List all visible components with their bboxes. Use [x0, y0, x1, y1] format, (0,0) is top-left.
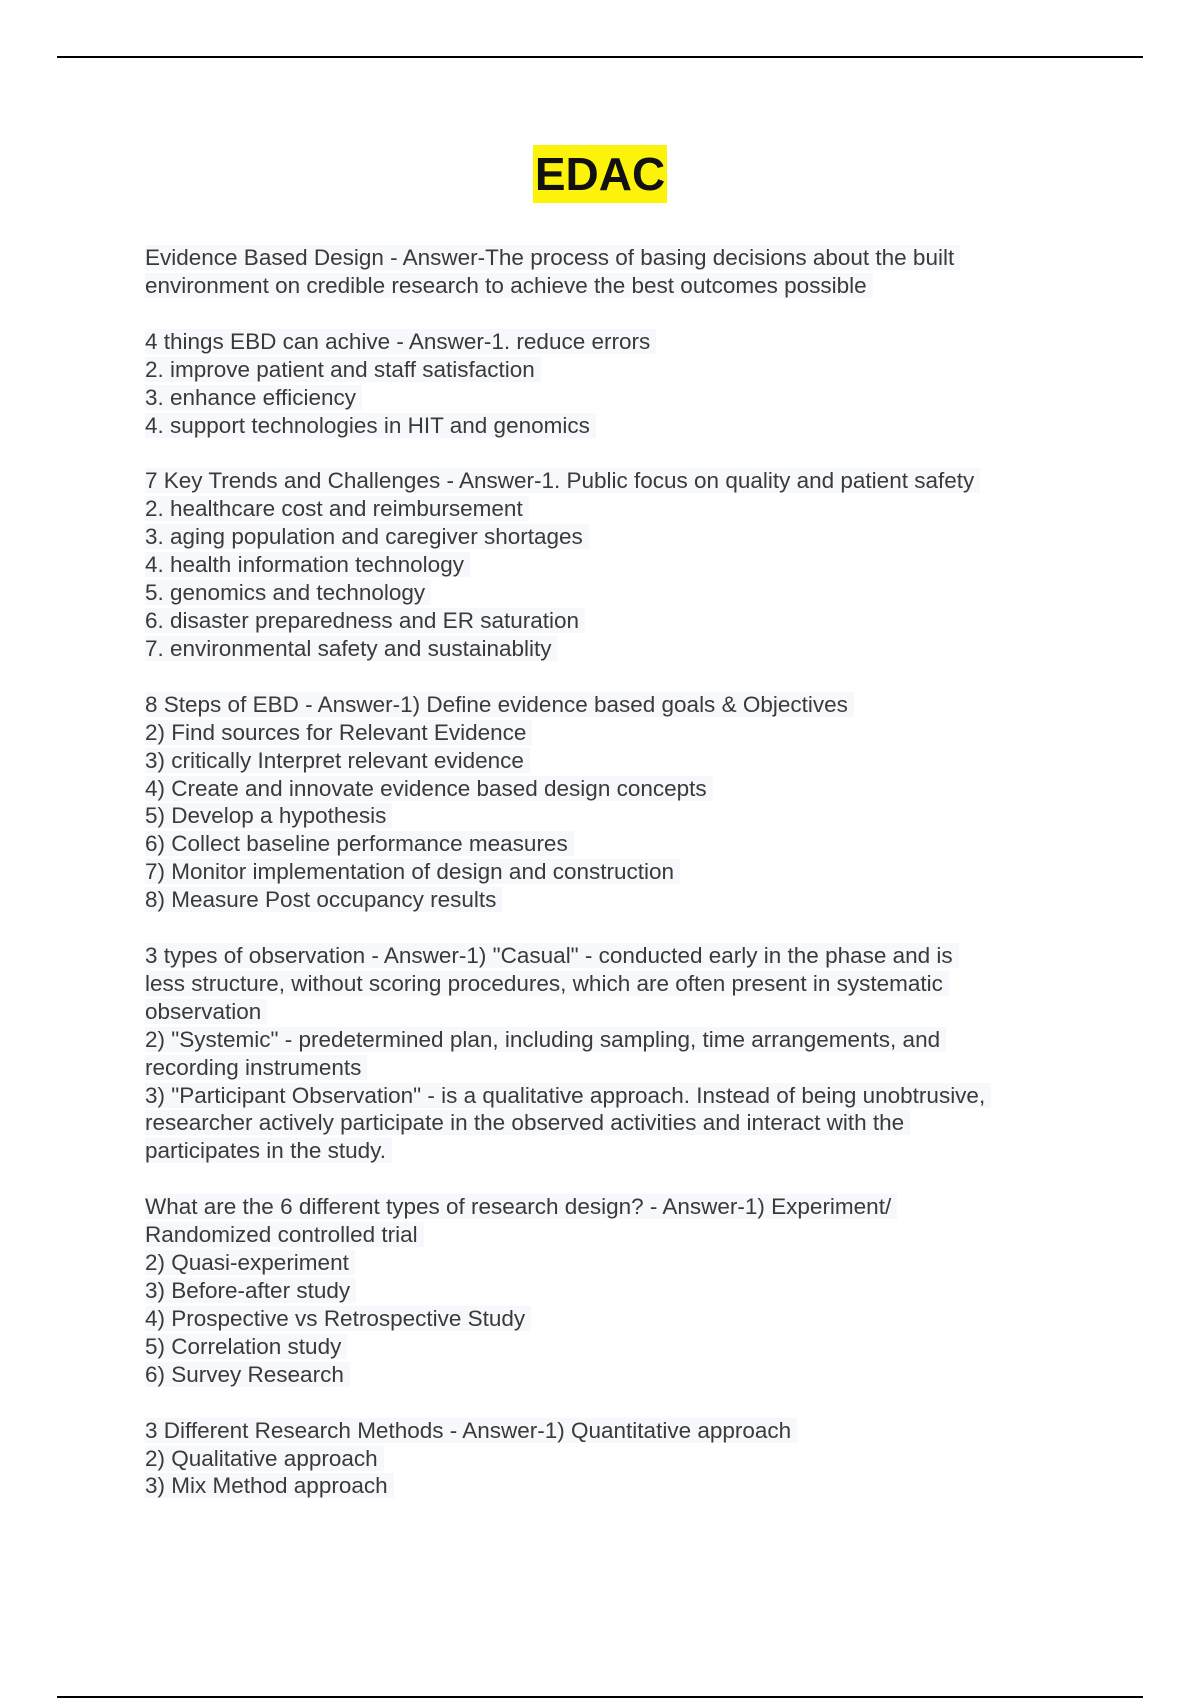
qa-line-text: researcher actively participate in the observed activities and interact with the	[145, 1110, 910, 1135]
qa-line-text: What are the 6 different types of research design? - Answer-1) Experiment/	[145, 1194, 897, 1219]
qa-line	[145, 1417, 1065, 1445]
document-body	[145, 244, 1065, 1528]
qa-entry	[145, 244, 1065, 300]
qa-line	[145, 412, 1065, 440]
qa-line-text: 6. disaster preparedness and ER saturation	[145, 608, 585, 633]
qa-line	[145, 1249, 1065, 1277]
qa-entry	[145, 1417, 1065, 1501]
qa-line	[145, 1109, 1065, 1137]
qa-line-text: participates in the study.	[145, 1138, 392, 1163]
top-rule	[57, 56, 1143, 58]
qa-line-text: recording instruments	[145, 1055, 367, 1080]
qa-line-text: 8 Steps of EBD - Answer-1) Define evidence based goals & Objectives	[145, 692, 854, 717]
qa-line-text: 4) Prospective vs Retrospective Study	[145, 1306, 531, 1331]
qa-line-text: 2) "Systemic" - predetermined plan, including sampling, time arrangements, and	[145, 1027, 946, 1052]
qa-line	[145, 495, 1065, 523]
qa-line	[145, 886, 1065, 914]
qa-line	[145, 1026, 1065, 1054]
qa-line-text: 7) Monitor implementation of design and construction	[145, 859, 680, 884]
qa-line-text: 5) Correlation study	[145, 1334, 347, 1359]
qa-line	[145, 1221, 1065, 1249]
qa-line-text: 3) "Participant Observation" - is a qualitative approach. Instead of being unobtrusive,	[145, 1083, 991, 1108]
qa-line	[145, 523, 1065, 551]
qa-entry	[145, 691, 1065, 914]
qa-line	[145, 579, 1065, 607]
qa-line-text: 2. improve patient and staff satisfaction	[145, 357, 541, 382]
bottom-rule	[57, 1696, 1143, 1698]
qa-line-text: 3) Before-after study	[145, 1278, 356, 1303]
qa-line	[145, 942, 1065, 970]
qa-line-text: less structure, without scoring procedures, which are often present in systematic	[145, 971, 949, 996]
qa-line-text: 4. support technologies in HIT and genomics	[145, 413, 596, 438]
qa-line-text: Randomized controlled trial	[145, 1222, 424, 1247]
qa-line-text: 6) Collect baseline performance measures	[145, 831, 574, 856]
qa-line-text: 3) critically Interpret relevant evidence	[145, 748, 530, 773]
qa-line-text: 5. genomics and technology	[145, 580, 431, 605]
qa-line	[145, 719, 1065, 747]
qa-line	[145, 1472, 1065, 1500]
qa-line-text: 5) Develop a hypothesis	[145, 803, 392, 828]
qa-line	[145, 607, 1065, 635]
qa-line	[145, 970, 1065, 998]
qa-line-text: 8) Measure Post occupancy results	[145, 887, 502, 912]
qa-line-text: 7. environmental safety and sustainablity	[145, 636, 557, 661]
page-title: EDAC	[533, 145, 667, 203]
qa-entry	[145, 1193, 1065, 1388]
qa-line-text: 3. enhance efficiency	[145, 385, 362, 410]
qa-line	[145, 328, 1065, 356]
qa-line	[145, 272, 1065, 300]
qa-line-text: 3) Mix Method approach	[145, 1473, 394, 1498]
qa-line	[145, 1305, 1065, 1333]
qa-line-text: 2) Quasi-experiment	[145, 1250, 355, 1275]
qa-line-text: Evidence Based Design - Answer-The process of basing decisions about the built	[145, 245, 960, 270]
qa-line-text: 6) Survey Research	[145, 1362, 350, 1387]
qa-line	[145, 1193, 1065, 1221]
qa-line	[145, 551, 1065, 579]
qa-line-text: 3 Different Research Methods - Answer-1) Quantitative approach	[145, 1418, 797, 1443]
qa-line-text: 2) Qualitative approach	[145, 1446, 384, 1471]
qa-line	[145, 998, 1065, 1026]
qa-entry	[145, 467, 1065, 662]
qa-line	[145, 1277, 1065, 1305]
qa-line	[145, 830, 1065, 858]
qa-entry	[145, 328, 1065, 440]
qa-line-text: 4) Create and innovate evidence based design concepts	[145, 776, 713, 801]
qa-line	[145, 858, 1065, 886]
qa-line-text: 7 Key Trends and Challenges - Answer-1. Public focus on quality and patient safety	[145, 468, 980, 493]
qa-line-text: observation	[145, 999, 267, 1024]
qa-line	[145, 1445, 1065, 1473]
qa-line	[145, 802, 1065, 830]
qa-line	[145, 1082, 1065, 1110]
qa-line-text: environment on credible research to achieve the best outcomes possible	[145, 273, 873, 298]
qa-line	[145, 1054, 1065, 1082]
qa-line-text: 3 types of observation - Answer-1) "Casual" - conducted early in the phase and is	[145, 943, 959, 968]
qa-line	[145, 635, 1065, 663]
qa-line	[145, 356, 1065, 384]
qa-line-text: 2. healthcare cost and reimbursement	[145, 496, 529, 521]
qa-line	[145, 467, 1065, 495]
title-block	[0, 145, 1200, 203]
qa-line-text: 4 things EBD can achive - Answer-1. reduce errors	[145, 329, 656, 354]
qa-line	[145, 691, 1065, 719]
qa-line	[145, 244, 1065, 272]
qa-line	[145, 747, 1065, 775]
qa-line-text: 4. health information technology	[145, 552, 470, 577]
qa-line	[145, 1361, 1065, 1389]
qa-line-text: 2) Find sources for Relevant Evidence	[145, 720, 532, 745]
qa-line	[145, 1137, 1065, 1165]
qa-entry	[145, 942, 1065, 1165]
qa-line	[145, 1333, 1065, 1361]
qa-line	[145, 775, 1065, 803]
qa-line	[145, 384, 1065, 412]
qa-line-text: 3. aging population and caregiver shortages	[145, 524, 589, 549]
